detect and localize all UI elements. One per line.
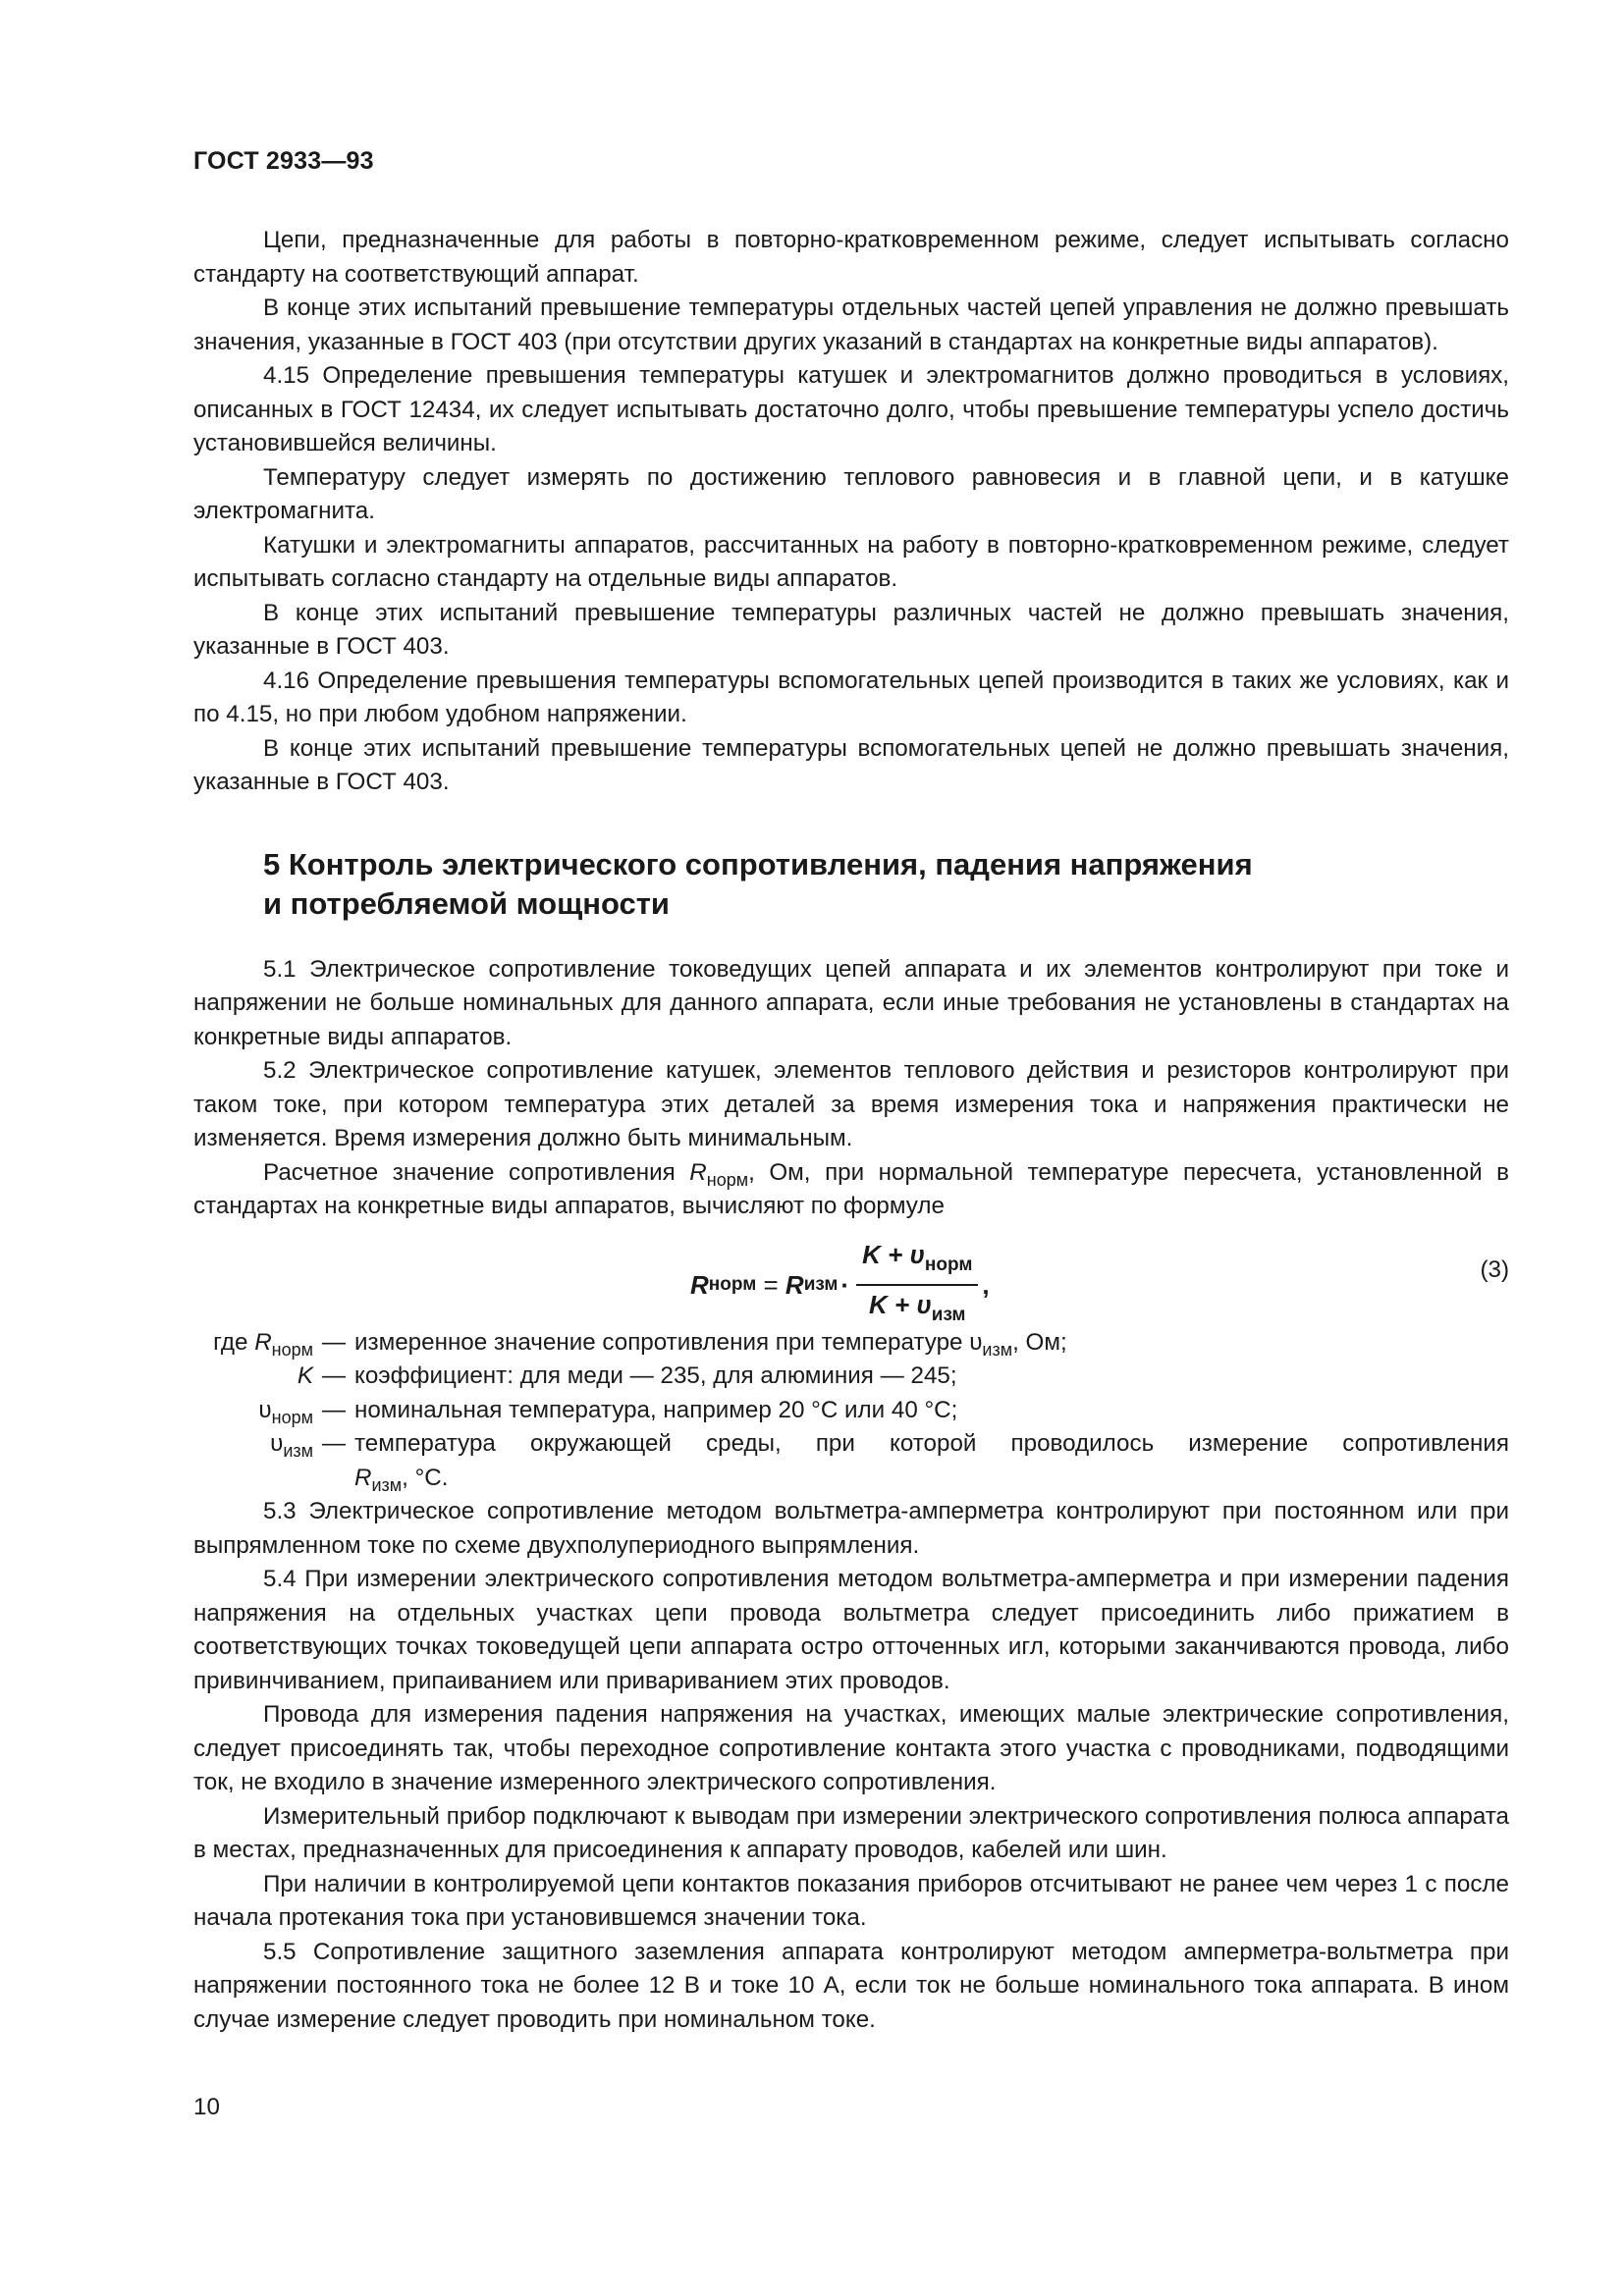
paragraph: 4.16 Определение превышения температуры вспомогательных цепей производится в таких же условиях, как и по 4.15, но при любом удобном напряжении.: [193, 667, 1509, 727]
paragraph: 4.15 Определение превышения температуры катушек и электромагнитов должно проводиться в условиях, описанных в ГОСТ 12434, их следует испытывать достаточно долго, чтобы превышение температуры успело достичь установившейся величины.: [193, 362, 1509, 456]
paragraph: При наличии в контролируемой цепи контактов показания приборов отсчитывают не ранее чем через 1 с после начала протекания тока при установившемся значении тока.: [193, 1870, 1509, 1931]
page-number: 10: [193, 2094, 220, 2120]
section-heading-line1: 5 Контроль электрического сопротивления, падения напряжения: [263, 846, 1253, 881]
paragraph: В конце этих испытаний превышение температуры вспомогательных цепей не должно превышать значения, указанные в ГОСТ 403.: [193, 734, 1509, 795]
paragraph: Провода для измерения падения напряжения на участках, имеющих малые электрические сопротивления, следует присоединять так, чтобы переходное сопротивление контакта этого участка с проводниками, подводящими ток, не входило в значение измеренного электрического сопротивления.: [193, 1701, 1509, 1795]
paragraph: В конце этих испытаний превышение температуры различных частей не должно превышать значения, указанные в ГОСТ 403.: [193, 599, 1509, 660]
document-header: ГОСТ 2933—93: [193, 147, 374, 175]
paragraph-calc: Расчетное значение сопротивления $R_{норм}$, Ом, при нормальной температуре пересчета, установленной в стандартах на конкретные виды аппаратов, вычисляют по формуле: [193, 1158, 1509, 1219]
paragraph: Катушки и электромагниты аппаратов, рассчитанных на работу в повторно-кратковременном режиме, следует испытывать согласно стандарту на отдельные виды аппаратов.: [193, 531, 1509, 592]
legend-row: $\upsilon_{норм}$ — номинальная температура, например 20 °С или 40 °С;: [258, 1396, 958, 1427]
paragraph: 5.2 Электрическое сопротивление катушек, элементов теплового действия и резисторов контролируют при таком токе, при котором температура этих деталей за время измерения тока и напряжения практически не изменяется. Время измерения должно быть минимальным.: [193, 1057, 1509, 1151]
equation-number: (3): [1480, 1255, 1509, 1283]
paragraph: 5.3 Электрическое сопротивление методом вольтметра-амперметра контролируют при постоянном или при выпрямленном токе по схеме двухполупериодного выпрямления.: [193, 1498, 1509, 1559]
paragraph: 5.1 Электрическое сопротивление токоведущих цепей аппарата и их элементов контролируют при токе и напряжении не больше номинальных для данного аппарата, если иные требования не установлены в стандартах на конкретные виды аппаратов.: [193, 955, 1509, 1050]
paragraph: 5.4 При измерении электрического сопротивления методом вольтметра-амперметра и при измерении падения напряжения на отдельных участках цепи провода вольтметра следует присоединить либо прижатием в соответствующих точках токоведущей цепи аппарата остро отточенных игл, которыми заканчиваются провода, либо привинчиванием, припаиванием или привариванием этих проводов.: [193, 1566, 1509, 1694]
paragraph: Температуру следует измерять по достижению теплового равновесия и в главной цепи, и в катушке электромагнита.: [193, 463, 1509, 524]
fraction-denominator: $K + \upsilon_{изм}$: [868, 1290, 966, 1325]
paragraph: 5.5 Сопротивление защитного заземления аппарата контролируют методом амперметра-вольтметра при напряжении постоянного тока не более 12 В и токе 10 А, если ток не больше номинального тока аппарата. В ином случае измерение следует проводить при номинальном токе.: [193, 1938, 1509, 2033]
formula: R норм = R изм · $\frac{K + \upsilon_{норм}}{K + \upsilon_{изм}}$ ,: [690, 1238, 990, 1333]
legend-row: где $R_{норм}$ — измеренное значение сопротивления при температуре $\upsilon_{изм}$, Ом;: [213, 1328, 1067, 1360]
paragraph: Цепи, предназначенные для работы в повторно-кратковременном режиме, следует испытывать согласно стандарту на соответствующий аппарат.: [193, 227, 1509, 288]
section-heading: [263, 845, 1509, 924]
document-body: [193, 224, 1509, 2037]
section-heading-line2: и потребляемой мощности: [263, 885, 670, 921]
legend-row: K — коэффициент: для меди — 235, для алюминия — 245;: [297, 1362, 957, 1389]
formula-block: [193, 1230, 1509, 1325]
variable-legend: [193, 1326, 1509, 1496]
paragraph: Измерительный прибор подключают к выводам при измерении электрического сопротивления полюса аппарата в местах, предназначенных для присоединения к аппарату проводов, кабелей или шин.: [193, 1802, 1509, 1863]
formula-fraction: [856, 1238, 978, 1333]
paragraph: В конце этих испытаний превышение температуры отдельных частей цепей управления не должно превышать значения, указанные в ГОСТ 403 (при отсутствии других указаний в стандартах на конкретные виды аппаратов).: [193, 294, 1509, 355]
fraction-numerator: $K + \upsilon_{норм}$: [856, 1238, 978, 1287]
legend-row: $\upsilon_{изм}$ — температура окружающей среды, при которой проводилось измерение сопротивления $R_{изм}$, °С.: [270, 1430, 1509, 1495]
